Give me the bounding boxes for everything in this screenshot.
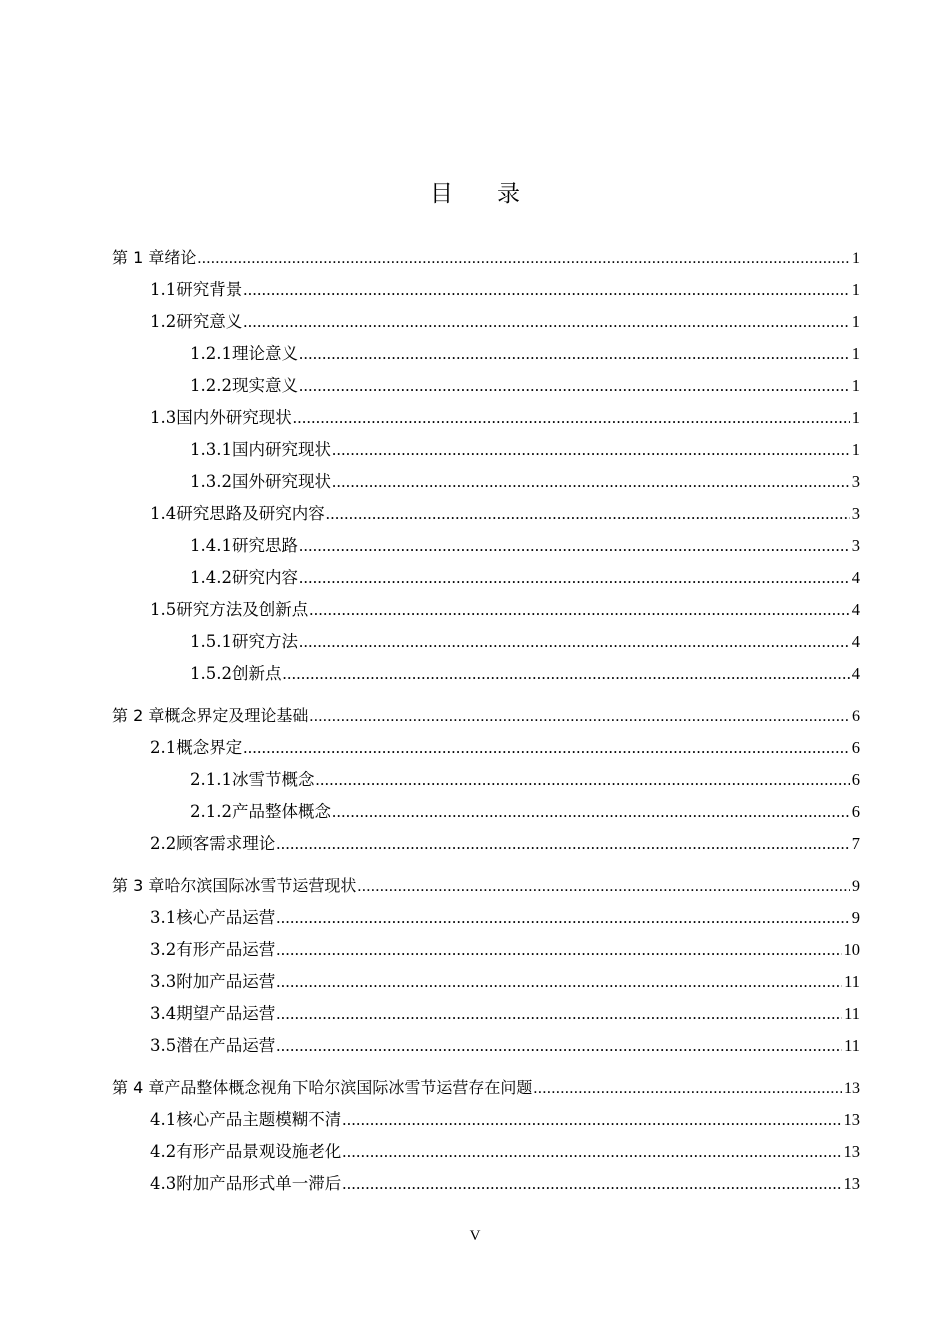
toc-entry-title: 国内外研究现状 (176, 408, 292, 427)
toc-entry-title: 国内研究现状 (231, 440, 331, 459)
toc-entry-number: 4.1 (150, 1110, 177, 1129)
toc-entry-number: 1.3.1 (190, 440, 232, 459)
toc-subsection-entry[interactable] (112, 338, 860, 370)
toc-entry-title: 顾客需求理论 (176, 834, 276, 853)
toc-entry-number: 4.3 (150, 1174, 177, 1193)
toc-entry-page: 1 (851, 408, 860, 427)
toc-subsection-entry[interactable] (112, 370, 860, 402)
toc-entry-title: 产品整体概念 (231, 802, 331, 821)
toc-entry-number: 第 3 章 (112, 876, 165, 895)
toc-dot-leader (309, 701, 850, 733)
toc-entry-number: 1.1 (150, 280, 177, 299)
toc-entry-title: 有形产品景观设施老化 (176, 1142, 342, 1161)
toc-entry-number: 1.4.2 (190, 568, 232, 587)
toc-dot-leader (293, 402, 850, 434)
toc-section-entry[interactable] (112, 1168, 860, 1200)
toc-section-entry[interactable] (112, 594, 860, 626)
toc-entry-title: 现实意义 (231, 376, 298, 395)
toc-entry-title: 概念界定及理论基础 (164, 706, 309, 725)
toc-entry-page: 11 (844, 1004, 860, 1023)
toc-dot-leader (276, 1030, 842, 1062)
toc-dot-leader (326, 498, 850, 530)
toc-entry-number: 2.1 (150, 738, 177, 757)
toc-subsection-entry[interactable] (112, 796, 860, 828)
toc-section-entry[interactable] (112, 998, 860, 1030)
toc-chapter-entry[interactable] (112, 700, 860, 732)
toc-entry-number: 3.5 (150, 1036, 177, 1055)
toc-entry-title: 核心产品运营 (176, 908, 276, 927)
toc-entry-number: 1.2.2 (190, 376, 232, 395)
toc-entry-page: 1 (851, 440, 860, 459)
toc-entry-page: 11 (844, 972, 860, 991)
toc-entry-page: 11 (844, 1036, 860, 1055)
toc-dot-leader (276, 902, 850, 934)
toc-entry-number: 第 4 章 (112, 1078, 165, 1097)
toc-dot-leader (299, 626, 850, 658)
toc-entry-page: 1 (851, 280, 860, 299)
toc-subsection-entry[interactable] (112, 530, 860, 562)
toc-dot-leader (332, 434, 850, 466)
toc-entry-title: 研究思路及研究内容 (176, 504, 325, 523)
toc-entry-number: 第 2 章 (112, 706, 165, 725)
toc-dot-leader (332, 466, 850, 498)
toc-entry-title: 附加产品形式单一滞后 (176, 1174, 342, 1193)
toc-entry-number: 1.4.1 (190, 536, 232, 555)
toc-dot-leader (533, 1073, 842, 1105)
toc-entry-title: 研究内容 (231, 568, 298, 587)
toc-dot-leader (299, 530, 850, 562)
toc-entry-page: 3 (851, 472, 860, 491)
toc-entry-title: 研究思路 (231, 536, 298, 555)
toc-entry-page: 1 (851, 312, 860, 331)
toc-entry-number: 第 1 章 (112, 248, 165, 267)
toc-section-entry[interactable] (112, 498, 860, 530)
toc-entry-number: 2.1.1 (190, 770, 232, 789)
toc-entry-number: 2.1.2 (190, 802, 232, 821)
toc-entry-page: 3 (851, 504, 860, 523)
page-title: 目录 (430, 181, 564, 207)
toc-subsection-entry[interactable] (112, 466, 860, 498)
table-of-contents (112, 242, 860, 1200)
toc-entry-title: 核心产品主题模糊不清 (176, 1110, 342, 1129)
toc-dot-leader (197, 243, 850, 275)
toc-entry-page: 1 (851, 344, 860, 363)
toc-entry-title: 概念界定 (176, 738, 243, 757)
toc-dot-leader (276, 934, 841, 966)
toc-entry-page: 4 (851, 664, 860, 683)
toc-entry-title: 附加产品运营 (176, 972, 276, 991)
toc-section-entry[interactable] (112, 1136, 860, 1168)
toc-dot-leader (299, 338, 850, 370)
toc-entry-number: 1.2.1 (190, 344, 232, 363)
toc-subsection-entry[interactable] (112, 434, 860, 466)
toc-section-entry[interactable] (112, 1030, 860, 1062)
toc-subsection-entry[interactable] (112, 658, 860, 690)
toc-entry-page: 4 (851, 568, 860, 587)
toc-dot-leader (243, 732, 850, 764)
toc-entry-title: 有形产品运营 (176, 940, 276, 959)
toc-entry-title: 潜在产品运营 (176, 1036, 276, 1055)
toc-entry-page: 9 (852, 878, 860, 895)
toc-entry-page: 9 (851, 908, 860, 927)
toc-entry-title: 产品整体概念视角下哈尔滨国际冰雪节运营存在问题 (164, 1078, 533, 1097)
toc-dot-leader (342, 1168, 841, 1200)
toc-entry-title: 研究方法 (231, 632, 298, 651)
toc-subsection-entry[interactable] (112, 764, 860, 796)
toc-entry-number: 1.5.1 (190, 632, 232, 651)
toc-entry-page: 10 (843, 940, 860, 959)
toc-entry-number: 1.5 (150, 600, 177, 619)
toc-chapter-entry[interactable] (112, 242, 860, 274)
toc-entry-title: 哈尔滨国际冰雪节运营现状 (164, 876, 357, 895)
toc-dot-leader (299, 562, 850, 594)
toc-entry-page: 13 (844, 1080, 860, 1097)
toc-entry-page: 6 (851, 738, 860, 757)
page-number-footer: V (469, 1228, 481, 1244)
toc-dot-leader (357, 871, 850, 903)
toc-section-entry[interactable] (112, 274, 860, 306)
toc-section-entry[interactable] (112, 966, 860, 998)
toc-entry-page: 3 (851, 536, 860, 555)
toc-section-entry[interactable] (112, 306, 860, 338)
toc-entry-title: 国外研究现状 (231, 472, 331, 491)
toc-entry-page: 13 (843, 1110, 860, 1129)
toc-section-entry[interactable] (112, 902, 860, 934)
toc-entry-page: 6 (852, 708, 860, 725)
toc-chapter-entry[interactable] (112, 870, 860, 902)
toc-entry-number: 2.2 (150, 834, 177, 853)
toc-entry-page: 1 (852, 250, 860, 267)
toc-entry-title: 绪论 (164, 248, 197, 267)
toc-entry-page: 6 (851, 802, 860, 821)
toc-entry-number: 3.3 (150, 972, 177, 991)
toc-entry-page: 4 (851, 600, 860, 619)
toc-entry-number: 1.5.2 (190, 664, 232, 683)
toc-entry-title: 冰雪节概念 (231, 770, 315, 789)
toc-entry-page: 6 (851, 770, 860, 789)
toc-dot-leader (243, 306, 850, 338)
toc-entry-page: 4 (851, 632, 860, 651)
toc-section-entry[interactable] (112, 402, 860, 434)
toc-dot-leader (332, 796, 850, 828)
toc-entry-number: 3.2 (150, 940, 177, 959)
toc-entry-number: 1.2 (150, 312, 177, 331)
toc-dot-leader (342, 1136, 841, 1168)
toc-dot-leader (276, 966, 842, 998)
toc-entry-number: 3.1 (150, 908, 177, 927)
toc-dot-leader (243, 274, 850, 306)
toc-dot-leader (299, 370, 850, 402)
toc-entry-title: 期望产品运营 (176, 1004, 276, 1023)
toc-entry-page: 1 (851, 376, 860, 395)
toc-entry-title: 研究意义 (176, 312, 243, 331)
toc-entry-page: 13 (843, 1142, 860, 1161)
toc-entry-page: 7 (851, 834, 860, 853)
toc-dot-leader (309, 594, 850, 626)
toc-chapter-entry[interactable] (112, 1072, 860, 1104)
toc-entry-title: 研究方法及创新点 (176, 600, 309, 619)
toc-dot-leader (276, 998, 842, 1030)
toc-entry-title: 创新点 (231, 664, 282, 683)
toc-entry-number: 3.4 (150, 1004, 177, 1023)
toc-entry-title: 研究背景 (176, 280, 243, 299)
toc-section-entry[interactable] (112, 934, 860, 966)
toc-dot-leader (315, 764, 849, 796)
toc-entry-number: 1.4 (150, 504, 177, 523)
toc-entry-number: 1.3 (150, 408, 177, 427)
toc-section-entry[interactable] (112, 1104, 860, 1136)
toc-section-entry[interactable] (112, 732, 860, 764)
toc-dot-leader (276, 828, 850, 860)
toc-dot-leader (342, 1104, 841, 1136)
toc-subsection-entry[interactable] (112, 562, 860, 594)
toc-subsection-entry[interactable] (112, 626, 860, 658)
toc-entry-number: 1.3.2 (190, 472, 232, 491)
toc-section-entry[interactable] (112, 828, 860, 860)
toc-entry-title: 理论意义 (231, 344, 298, 363)
toc-entry-page: 13 (843, 1174, 860, 1193)
toc-dot-leader (282, 658, 849, 690)
toc-entry-number: 4.2 (150, 1142, 177, 1161)
